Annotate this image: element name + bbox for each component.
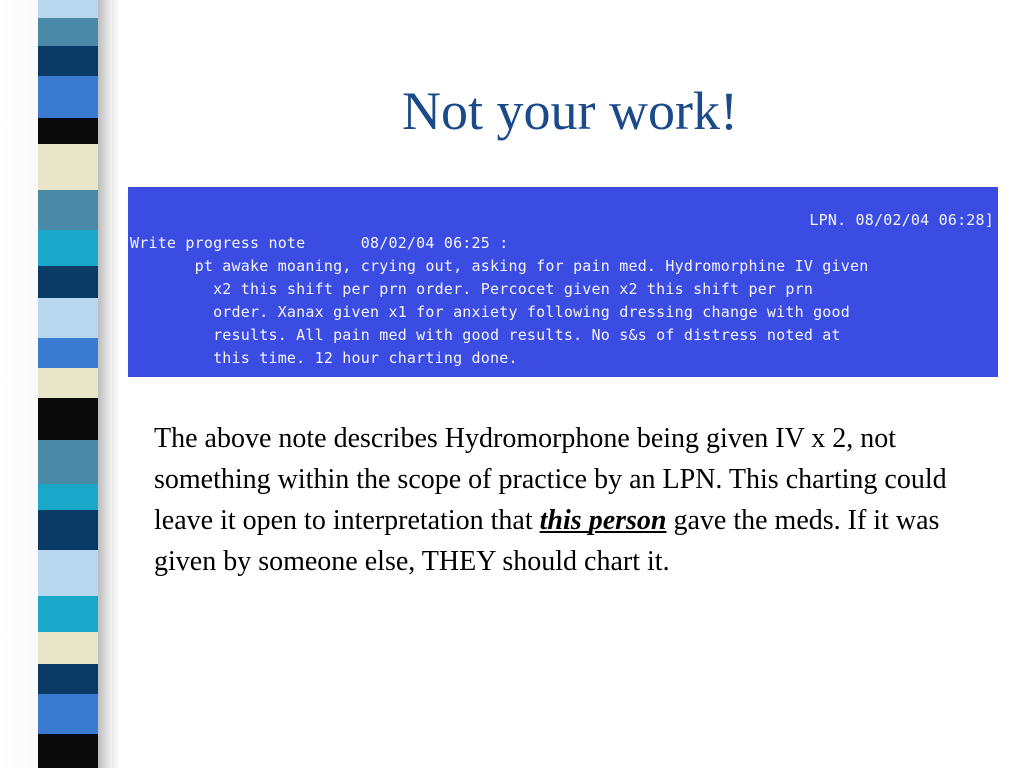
stripe-segment — [38, 298, 98, 338]
stripe-segment — [38, 118, 98, 144]
stripe-segment — [38, 144, 98, 190]
stripe-segment — [38, 0, 98, 18]
stripe-segment — [38, 694, 98, 734]
stripe-segment — [38, 266, 98, 298]
stripe-segment — [38, 664, 98, 694]
stripe-segment — [38, 190, 98, 230]
terminal-line: Write progress note 08/02/04 06:25 : — [130, 234, 509, 252]
emphasis-this: this — [539, 505, 582, 536]
stripe-segment — [38, 18, 98, 46]
decorative-stripe-bar — [0, 0, 120, 768]
stripe-segment — [38, 338, 98, 368]
stripe-column — [38, 0, 98, 768]
stripe-segment — [38, 550, 98, 596]
stripe-segment — [38, 398, 98, 440]
terminal-line: order. Xanax given x1 for anxiety following dressing change with good — [130, 303, 850, 321]
slide-title: Not your work! — [402, 81, 738, 141]
terminal-line: pt awake moaning, crying out, asking for pain med. Hydromorphine IV given — [130, 257, 869, 275]
terminal-line: this time. 12 hour charting done. — [130, 349, 518, 367]
stripe-segment — [38, 230, 98, 266]
terminal-header: LPN. 08/02/04 06:28] — [809, 211, 994, 229]
stripe-segment — [38, 440, 98, 484]
terminal-line: x2 this shift per prn order. Percocet given x2 this shift per prn — [130, 280, 814, 298]
stripe-shadow — [98, 0, 112, 768]
progress-note-screenshot — [128, 187, 998, 377]
stripe-segment — [38, 632, 98, 664]
stripe-segment — [38, 596, 98, 632]
explanation-text: The above note describes Hydromorphone being given IV x 2, not something within the scope of practice by an LPN. This charting could leave it open to interpretation that — [154, 423, 947, 536]
explanation-text-end: gave the meds. If it was given by someone else, THEY should chart it. — [154, 505, 940, 577]
stripe-segment — [38, 368, 98, 398]
emphasis-person: person — [588, 505, 667, 536]
stripe-segment — [38, 76, 98, 118]
stripe-segment — [38, 734, 98, 768]
stripe-segment — [38, 484, 98, 510]
emphasis-space — [582, 505, 589, 536]
stripe-segment — [38, 46, 98, 76]
stripe-segment — [38, 510, 98, 550]
explanation-paragraph — [154, 418, 974, 582]
terminal-line: results. All pain med with good results. No s&s of distress noted at — [130, 326, 841, 344]
